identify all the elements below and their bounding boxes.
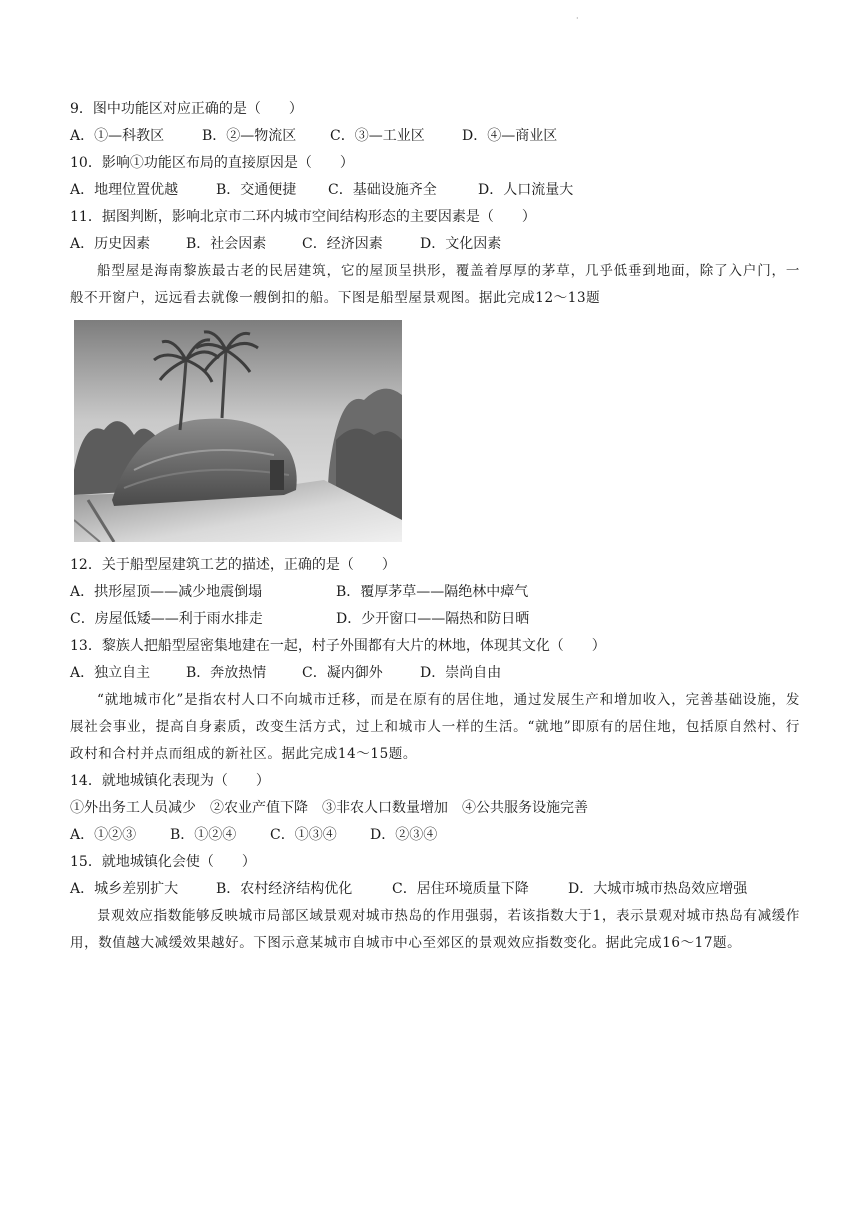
question-9-options [70,123,800,150]
option-a: A．拱形屋顶——减少地震倒塌 [70,584,263,600]
option-b: B．覆厚茅草——隔绝林中瘴气 [336,584,529,600]
question-13-stem: 13．黎族人把船型屋密集地建在一起，村子外围都有大片的林地，体现其文化（ ） [70,638,606,654]
option-d: D．②③④ [370,827,438,843]
passage-landscape-index: 景观效应指数能够反映城市局部区域景观对城市热岛的作用强弱，若该指数大于1，表示景观对城市热岛有减缓作用，数值越大减缓效果越好。下图示意某城市自城市中心至郊区的景观效应指数变化。据此完成16～17题。 [70,908,800,951]
question-12-options-row-1 [70,579,800,606]
option-c: C．基础设施齐全 [328,182,437,198]
question-10-stem: 10．影响①功能区布局的直接原因是（ ） [70,155,354,171]
option-a: A．①—科教区 [70,128,165,144]
question-11-stem: 11．据图判断，影响北京市二环内城市空间结构形态的主要因素是（ ） [70,209,536,225]
option-d: D．人口流量大 [478,182,574,198]
boat-house-photo [74,320,402,542]
option-b: B．社会因素 [186,236,267,252]
option-d: D．④—商业区 [462,128,558,144]
question-14-items: ①外出务工人员减少 ②农业产值下降 ③非农人口数量增加 ④公共服务设施完善 [70,800,588,816]
option-b: B．①②④ [170,827,237,843]
option-a: A．地理位置优越 [70,182,179,198]
option-a: A．独立自主 [70,665,151,681]
passage-local-urbanization: “就地城市化”是指农村人口不向城市迁移，而是在原有的居住地，通过发展生产和增加收入，完善基础设施，发展社会事业，提高自身素质，改变生活方式，过上和城市人一样的生活。“就地”即原有的居住地，包括原自然村、行政村和合村并点而组成的新社区。据此完成14～15题。 [70,692,800,762]
question-14-options [70,822,800,849]
option-c: C．①③④ [270,827,337,843]
option-d: D．崇尚自由 [420,665,502,681]
option-d: D．文化因素 [420,236,502,252]
question-12-stem: 12．关于船型屋建筑工艺的描述，正确的是（ ） [70,557,396,573]
option-b: B．交通便捷 [216,182,297,198]
option-c: C．凝内御外 [302,665,383,681]
option-a: A．①②③ [70,827,137,843]
question-9-stem: 9．图中功能区对应正确的是（ ） [70,101,303,117]
header-mark: · [576,14,579,23]
option-c: C．房屋低矮——利于雨水排走 [70,611,263,627]
option-c: C．居住环境质量下降 [392,881,529,897]
passage-boat-house: 船型屋是海南黎族最古老的民居建筑，它的屋顶呈拱形，覆盖着厚厚的茅草，几乎低垂到地面，除了入户门，一般不开窗户，远远看去就像一艘倒扣的船。下图是船型屋景观图。据此完成12～13题 [70,263,800,306]
option-a: A．历史因素 [70,236,151,252]
question-12-options-row-2 [70,606,800,633]
question-10-options [70,177,800,204]
exam-page [70,96,800,957]
question-14-stem: 14．就地城镇化表现为（ ） [70,773,270,789]
option-b: B．农村经济结构优化 [216,881,353,897]
option-b: B．②—物流区 [202,128,297,144]
option-b: B．奔放热情 [186,665,267,681]
question-15-options [70,876,800,903]
option-d: D．少开窗口——隔热和防日晒 [336,611,530,627]
question-15-stem: 15．就地城镇化会使（ ） [70,854,256,870]
question-11-options [70,231,800,258]
question-13-options [70,660,800,687]
option-a: A．城乡差别扩大 [70,881,179,897]
option-c: C．③—工业区 [330,128,425,144]
option-d: D．大城市城市热岛效应增强 [568,881,748,897]
option-c: C．经济因素 [302,236,383,252]
